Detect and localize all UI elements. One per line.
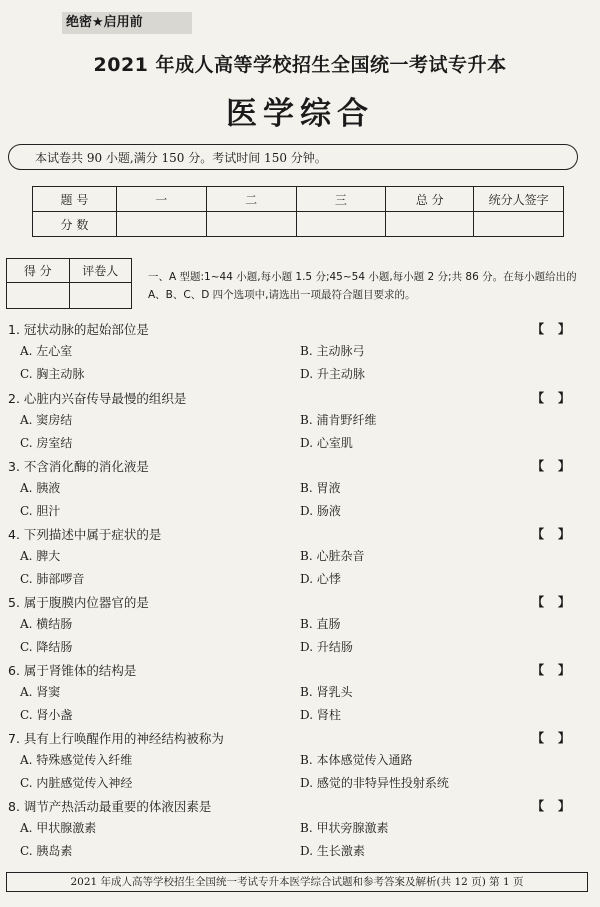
answer-bracket[interactable]: 【】 <box>531 663 584 677</box>
exam-notice: 本试卷共 90 小题,满分 150 分。考试时间 150 分钟。 <box>8 144 578 170</box>
score-input-cell[interactable] <box>116 212 206 237</box>
subject-title: 医学综合 <box>226 96 374 132</box>
score-table-cell: 分 数 <box>33 212 117 237</box>
grader-table <box>6 258 132 309</box>
page-footer: 2021 年成人高等学校招生全国统一考试专升本医学综合试题和参考答案及解析(共 12 页) 第 1 页 <box>6 872 588 892</box>
option-d: D. 肠液 <box>300 504 341 518</box>
question-stem: 6. 属于肾锥体的结构是 <box>8 663 137 678</box>
score-table-cell: 统分人签字 <box>474 187 564 212</box>
option-a: A. 左心室 <box>20 344 73 358</box>
option-c: C. 胆汁 <box>20 504 61 518</box>
option-c: C. 肺部啰音 <box>20 572 85 586</box>
score-table-cell: 一 <box>116 187 206 212</box>
question-stem: 1. 冠状动脉的起始部位是 <box>8 322 149 337</box>
section-intro: 一、A 型题:1~44 小题,每小题 1.5 分;45~54 小题,每小题 2 分;共 86 分。在每小题给出的 A、B、C、D 四个选项中,请选出一项最符合题目要求的。 <box>148 271 577 301</box>
score-table-cell: 三 <box>296 187 386 212</box>
option-d: D. 肾柱 <box>300 708 341 722</box>
score-table <box>32 186 564 237</box>
answer-bracket[interactable]: 【】 <box>531 391 584 405</box>
option-a: A. 胰液 <box>20 481 61 495</box>
option-c: C. 内脏感觉传入神经 <box>20 776 133 790</box>
option-d: D. 心悸 <box>300 572 341 586</box>
question-stem: 8. 调节产热活动最重要的体液因素是 <box>8 799 212 814</box>
option-c: C. 肾小盏 <box>20 708 73 722</box>
option-d: D. 感觉的非特异性投射系统 <box>300 776 449 790</box>
question-stem: 2. 心脏内兴奋传导最慢的组织是 <box>8 391 187 406</box>
score-table-cell: 题 号 <box>33 187 117 212</box>
grader-input-cell[interactable] <box>7 283 70 309</box>
option-b: B. 胃液 <box>300 481 341 495</box>
answer-bracket[interactable]: 【】 <box>531 799 584 813</box>
question-item <box>8 661 584 729</box>
secret-label: 绝密★启用前 <box>62 12 192 34</box>
answer-bracket[interactable]: 【】 <box>531 322 584 336</box>
score-table-score-row <box>33 212 564 237</box>
option-d: D. 升主动脉 <box>300 367 365 381</box>
answer-bracket[interactable]: 【】 <box>531 459 584 473</box>
option-d: D. 升结肠 <box>300 640 353 654</box>
grader-table-cell: 得 分 <box>7 259 70 283</box>
answer-bracket[interactable]: 【】 <box>531 527 584 541</box>
question-stem: 4. 下列描述中属于症状的是 <box>8 527 162 542</box>
score-input-cell[interactable] <box>206 212 296 237</box>
question-stem: 5. 属于腹膜内位器官的是 <box>8 595 149 610</box>
question-stem: 3. 不含消化酶的消化液是 <box>8 459 149 474</box>
option-a: A. 脾大 <box>20 549 61 563</box>
score-input-cell[interactable] <box>474 212 564 237</box>
answer-bracket[interactable]: 【】 <box>531 731 584 745</box>
option-c: C. 房室结 <box>20 436 73 450</box>
option-b: B. 主动脉弓 <box>300 344 365 358</box>
option-d: D. 生长激素 <box>300 844 365 858</box>
grader-input-cell[interactable] <box>69 283 132 309</box>
option-a: A. 横结肠 <box>20 617 73 631</box>
option-c: C. 降结肠 <box>20 640 73 654</box>
option-a: A. 特殊感觉传入纤维 <box>20 753 133 767</box>
option-a: A. 肾窦 <box>20 685 61 699</box>
exam-title: 2021 年成人高等学校招生全国统一考试专升本 <box>93 54 507 76</box>
score-table-cell: 二 <box>206 187 296 212</box>
answer-bracket[interactable]: 【】 <box>531 595 584 609</box>
score-input-cell[interactable] <box>386 212 474 237</box>
grader-table-header-row <box>7 259 132 283</box>
score-input-cell[interactable] <box>296 212 386 237</box>
score-table-header-row <box>33 187 564 212</box>
question-item <box>8 593 584 661</box>
option-a: A. 甲状腺激素 <box>20 821 97 835</box>
question-item <box>8 729 584 797</box>
option-d: D. 心室肌 <box>300 436 353 450</box>
grader-table-cell: 评卷人 <box>69 259 132 283</box>
question-item <box>8 320 584 388</box>
question-item <box>8 457 584 525</box>
question-item <box>8 389 584 457</box>
grader-table-input-row <box>7 283 132 309</box>
option-b: B. 浦肯野纤维 <box>300 413 377 427</box>
option-c: C. 胰岛素 <box>20 844 73 858</box>
question-item <box>8 525 584 593</box>
option-b: B. 肾乳头 <box>300 685 353 699</box>
score-table-cell: 总 分 <box>386 187 474 212</box>
option-b: B. 甲状旁腺激素 <box>300 821 389 835</box>
option-a: A. 窦房结 <box>20 413 73 427</box>
option-c: C. 胸主动脉 <box>20 367 85 381</box>
option-b: B. 直肠 <box>300 617 341 631</box>
option-b: B. 心脏杂音 <box>300 549 365 563</box>
option-b: B. 本体感觉传入通路 <box>300 753 413 767</box>
question-item <box>8 797 584 865</box>
question-stem: 7. 具有上行唤醒作用的神经结构被称为 <box>8 731 224 746</box>
